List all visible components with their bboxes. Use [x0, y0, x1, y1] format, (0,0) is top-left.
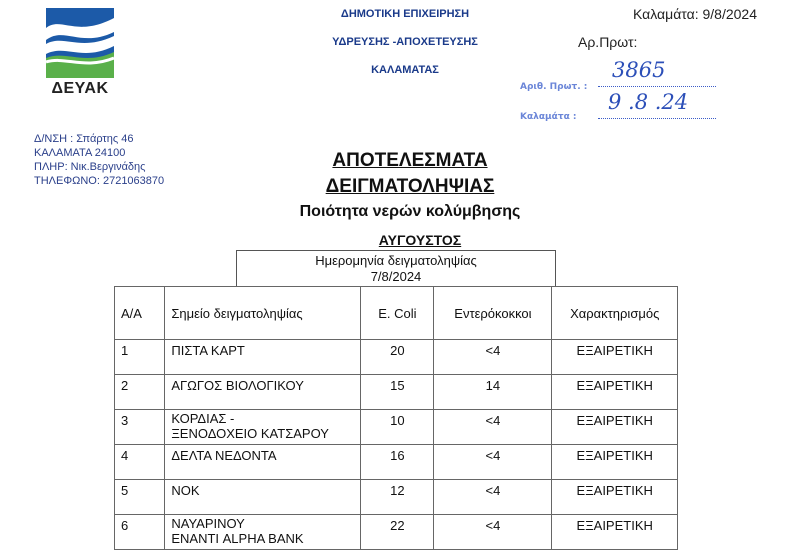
- cell-point: [165, 480, 361, 515]
- sample-date-box: [236, 250, 556, 286]
- cell-point: [165, 445, 361, 480]
- point-line: ΑΓΩΓΟΣ ΒΙΟΛΟΓΙΚΟΥ: [171, 378, 304, 393]
- col-header-aa: Α/Α: [115, 287, 165, 340]
- deyak-logo: [46, 8, 114, 102]
- col-header-entero: Εντερόκοκκοι: [434, 287, 552, 340]
- stamp-number-label: Αριθ. Πρωτ. :: [520, 82, 588, 92]
- header-line-2: ΥΔΡΕΥΣΗΣ -ΑΠΟΧΕΤΕΥΣΗΣ: [332, 36, 478, 48]
- stamp-dotted-line: [598, 86, 716, 87]
- col-header-rating: Χαρακτηρισμός: [552, 287, 678, 340]
- cell-rating: ΕΞΑΙΡΕΤΙΚΗ: [552, 480, 678, 515]
- cell-rating: ΕΞΑΙΡΕΤΙΚΗ: [552, 515, 678, 550]
- cell-aa: 4: [115, 445, 165, 480]
- header-line-1: ΔΗΜΟΤΙΚΗ ΕΠΙΧΕΙΡΗΣΗ: [340, 8, 470, 20]
- cell-entero: <4: [434, 515, 552, 550]
- cell-ecoli: 20: [361, 340, 434, 375]
- point-line: ΚΟΡΔΙΑΣ -: [171, 411, 235, 426]
- point-line: ΔΕΛΤΑ ΝΕΔΟΝΤΑ: [171, 448, 277, 463]
- table-row: [115, 410, 678, 445]
- month-heading: ΑΥΓΟΥΣΤΟΣ: [378, 232, 462, 248]
- cell-ecoli: 12: [361, 480, 434, 515]
- point-line: ΝΟΚ: [171, 483, 200, 498]
- table-header-row: [115, 287, 678, 340]
- header-line-3: ΚΑΛΑΜΑΤΑΣ: [371, 64, 439, 76]
- cell-rating: ΕΞΑΙΡΕΤΙΚΗ: [552, 340, 678, 375]
- table-row: [115, 340, 678, 375]
- cell-entero: <4: [434, 410, 552, 445]
- cell-rating: ΕΞΑΙΡΕΤΙΚΗ: [552, 445, 678, 480]
- col-header-ecoli: E. Coli: [361, 287, 434, 340]
- address-block: [34, 132, 164, 188]
- cell-aa: 6: [115, 515, 165, 550]
- cell-rating: ΕΞΑΙΡΕΤΙΚΗ: [552, 410, 678, 445]
- point-line: ΕΝΑΝΤΙ ALPHA BANK: [171, 531, 304, 546]
- cell-rating: ΕΞΑΙΡΕΤΙΚΗ: [552, 375, 678, 410]
- sample-date-label: Ημερομηνία δειγματοληψίας: [315, 253, 477, 268]
- address-line: Δ/ΝΣΗ : Σπάρτης 46: [34, 133, 134, 145]
- cell-point: [165, 515, 361, 550]
- sample-date: 7/8/2024: [370, 269, 422, 284]
- stamp-number-row: [520, 58, 720, 92]
- cell-ecoli: 15: [361, 375, 434, 410]
- table-row: [115, 445, 678, 480]
- stamp-date-label: Καλαμάτα :: [520, 112, 577, 122]
- table-row: [115, 515, 678, 550]
- results-table: [114, 286, 678, 550]
- stamp-dotted-line: [598, 118, 716, 119]
- table-row: [115, 480, 678, 515]
- cell-entero: <4: [434, 480, 552, 515]
- waves-logo-icon: [46, 8, 114, 78]
- point-line: ΝΑΥΑΡΙΝΟΥ: [171, 516, 245, 531]
- cell-ecoli: 10: [361, 410, 434, 445]
- title-line-1: ΑΠΟΤΕΛΕΣΜΑΤΑ: [332, 150, 488, 171]
- stamp-date-row: [520, 90, 720, 120]
- cell-aa: 3: [115, 410, 165, 445]
- stamp-number-value: 3865: [612, 58, 666, 82]
- logo-text: ΔΕΥΑΚ: [51, 80, 109, 97]
- cell-aa: 1: [115, 340, 165, 375]
- point-line: ΞΕΝΟΔΟΧΕΙΟ ΚΑΤΣΑΡΟΥ: [171, 426, 329, 441]
- address-line: ΠΛΗΡ: Νικ.Βεργινάδης: [34, 161, 146, 173]
- cell-aa: 2: [115, 375, 165, 410]
- address-line: ΤΗΛΕΦΩΝΟ: 2721063870: [34, 175, 165, 187]
- cell-aa: 5: [115, 480, 165, 515]
- col-header-point: Σημείο δειγματοληψίας: [165, 287, 361, 340]
- document-date: Καλαμάτα: 9/8/2024: [632, 6, 757, 22]
- cell-point: [165, 340, 361, 375]
- table-row: [115, 375, 678, 410]
- stamp-date-value: 9 .8 .24: [608, 90, 689, 114]
- cell-point: [165, 410, 361, 445]
- protocol-label: Αρ.Πρωτ:: [578, 34, 638, 50]
- title-line-2: ΔΕΙΓΜΑΤΟΛΗΨΙΑΣ: [325, 176, 495, 197]
- address-line: ΚΑΛΑΜΑΤΑ 24100: [34, 147, 126, 159]
- cell-ecoli: 22: [361, 515, 434, 550]
- cell-entero: 14: [434, 375, 552, 410]
- cell-ecoli: 16: [361, 445, 434, 480]
- cell-point: [165, 375, 361, 410]
- point-line: ΠΙΣΤΑ ΚΑΡΤ: [171, 343, 245, 358]
- cell-entero: <4: [434, 445, 552, 480]
- subtitle: Ποιότητα νερών κολύμβησης: [299, 203, 521, 220]
- cell-entero: <4: [434, 340, 552, 375]
